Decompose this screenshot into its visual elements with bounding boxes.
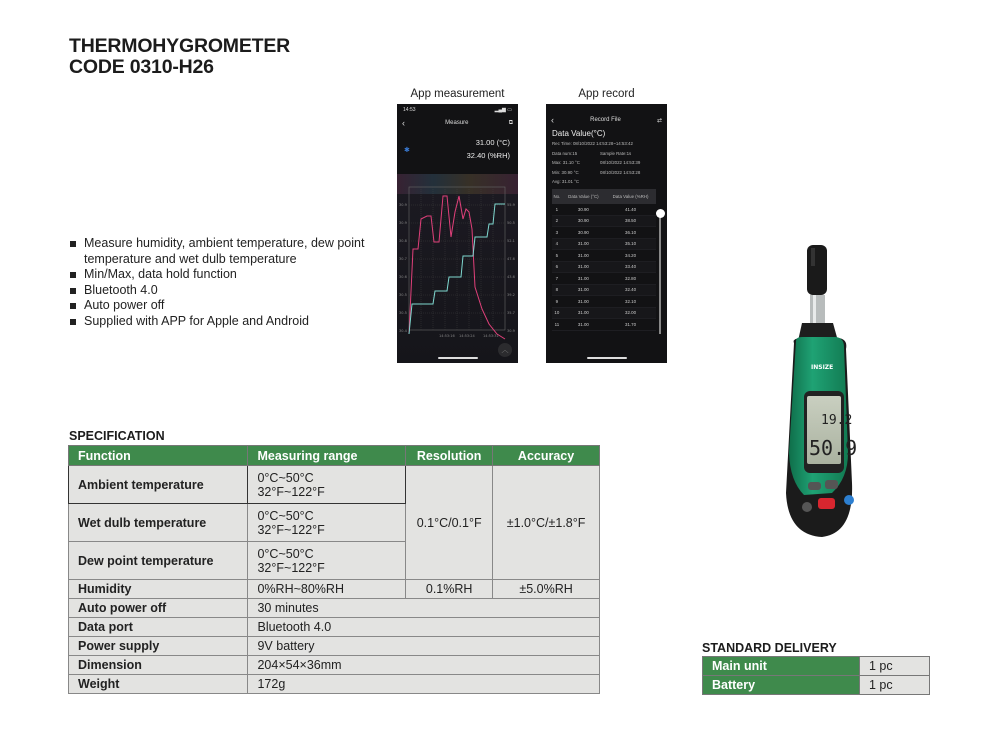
brand-logo: INSIZE [811, 364, 834, 371]
nav-title: Measure [445, 120, 469, 126]
app-record-caption: App record [578, 88, 635, 100]
home-indicator [587, 357, 627, 359]
svg-text:30.4: 30.4 [399, 329, 407, 333]
standard-delivery-table [702, 656, 930, 695]
table-row [69, 656, 600, 675]
value-cell: 30 minutes [248, 599, 600, 618]
range-cell: 0°C~50°C 32°F~122°F [248, 504, 406, 542]
item-qty: 1 pc [860, 676, 930, 695]
app-measurement-screenshot [397, 104, 518, 363]
svg-text:30.9: 30.9 [507, 329, 515, 333]
record-meta [546, 139, 667, 187]
sample-rate: Sample Rate:1s [600, 150, 632, 156]
app-measurement-caption: App measurement [410, 88, 505, 100]
rec-time: Rec Time: 08/10/2022 14:53:28~14:53:42 [552, 141, 633, 146]
signal-battery-icon: ▂▄▆ ▭ [494, 107, 512, 113]
value-cell: 9V battery [248, 637, 600, 656]
svg-text:30.9: 30.9 [399, 221, 407, 225]
svg-text:14:53:31: 14:53:31 [483, 334, 499, 338]
feature-item: Supplied with APP for Apple and Android [69, 314, 369, 330]
min-time: 08/10/2022 14:53:28 [600, 169, 641, 175]
home-indicator [438, 357, 478, 359]
accuracy-cell: ±5.0%RH [493, 580, 600, 599]
item-name: Battery [703, 676, 860, 695]
table-row: 5 31.00 34.20 [552, 250, 656, 262]
range-cell: 0°C~50°C 32°F~122°F [248, 542, 406, 580]
function-cell: Dimension [69, 656, 248, 675]
temperature-reading: 31.00 (°C) [475, 138, 510, 147]
table-row: 6 31.00 33.40 [552, 261, 656, 273]
scrollbar-track[interactable] [659, 214, 661, 334]
item-name: Main unit [703, 657, 860, 676]
standard-delivery-heading: STANDARD DELIVERY [702, 641, 837, 655]
product-name: THERMOHYGROMETER [69, 35, 291, 57]
function-cell: Dew point temperature [69, 542, 248, 580]
svg-text:14:53:24: 14:53:24 [459, 334, 475, 338]
avg-value: Avg: 31.01 °C [552, 179, 580, 184]
svg-text:35.7: 35.7 [507, 311, 515, 315]
nav-bar [397, 116, 518, 130]
table-row: 8 31.00 32.40 [552, 284, 656, 296]
col-header-range: Measuring range [248, 446, 406, 466]
function-cell: Power supply [69, 637, 248, 656]
feature-item: Min/Max, data hold function [69, 267, 369, 283]
value-cell: 204×54×36mm [248, 656, 600, 675]
svg-text:30.8: 30.8 [399, 239, 407, 243]
table-row [69, 580, 600, 599]
max-time: 08/10/2022 14:53:39 [600, 160, 641, 165]
table-row [69, 675, 600, 694]
value-cell: Bluetooth 4.0 [248, 618, 600, 637]
table-row: 11 31.00 31.70 [552, 319, 656, 331]
page-title [69, 36, 290, 78]
specification-table [68, 445, 600, 694]
feature-list [69, 236, 369, 329]
function-cell: Wet dulb temperature [69, 504, 248, 542]
app-record-screenshot [546, 104, 667, 363]
value-cell: 172g [248, 675, 600, 694]
readings [397, 136, 518, 162]
feature-item: Auto power off [69, 298, 369, 314]
svg-text:14:53:16: 14:53:16 [439, 334, 455, 338]
chart-lines [397, 174, 518, 363]
record-heading: Data Value(°C) [552, 129, 606, 138]
range-cell: 0%RH~80%RH [248, 580, 406, 599]
table-row [69, 599, 600, 618]
function-cell: Weight [69, 675, 248, 694]
export-icon: ⧉ [508, 119, 513, 126]
feature-item: Bluetooth 4.0 [69, 283, 369, 299]
svg-text:55.9: 55.9 [507, 203, 515, 207]
svg-text:50.5: 50.5 [507, 221, 515, 225]
humidity-reading: 32.40 (%RH) [466, 151, 510, 160]
table-row: 7 31.00 32.80 [552, 273, 656, 285]
table-row: 3 30.90 36.10 [552, 227, 656, 239]
accuracy-cell: ±1.0°C/±1.8°F [493, 466, 600, 580]
table-row [703, 676, 930, 695]
svg-text:30.9: 30.9 [399, 203, 407, 207]
feature-item: Measure humidity, ambient temperature, dew point temperature and wet dulb temperature [69, 236, 369, 267]
table-row: 4 31.00 35.10 [552, 238, 656, 250]
status-bar [397, 104, 518, 116]
function-cell: Ambient temperature [69, 466, 248, 504]
back-chevron-icon: ‹ [402, 118, 405, 128]
data-num: Data num:15 [552, 150, 578, 156]
table-row: 1 30.90 41.40 [552, 204, 656, 216]
col-header: No. [552, 189, 562, 204]
col-header-accuracy: Accuracy [493, 446, 600, 466]
svg-text:30.5: 30.5 [399, 311, 407, 315]
min-value: Min: 30.90 °C [552, 169, 579, 175]
display-humidity: 50.9 [809, 436, 858, 460]
status-time: 14:53 [403, 107, 416, 113]
bluetooth-icon: ✱ [404, 147, 410, 154]
nav-title: Record File [590, 117, 621, 123]
svg-text:43.6: 43.6 [507, 275, 515, 279]
svg-text:30.6: 30.6 [399, 275, 407, 279]
col-header: Data Value (%RH) [605, 189, 656, 204]
table-row [69, 637, 600, 656]
item-qty: 1 pc [860, 657, 930, 676]
max-value: Max: 31.10 °C [552, 160, 580, 165]
specification-heading: SPECIFICATION [69, 429, 165, 443]
range-cell: 0°C~50°C 32°F~122°F [248, 466, 406, 504]
table-row: 9 31.00 32.10 [552, 296, 656, 308]
expand-up-button[interactable]: ︿ [498, 343, 512, 357]
back-chevron-icon: ‹ [551, 115, 554, 125]
function-cell: Data port [69, 618, 248, 637]
function-cell: Auto power off [69, 599, 248, 618]
table-row [703, 657, 930, 676]
col-header: Data Value (°C) [562, 189, 605, 204]
svg-text:30.7: 30.7 [399, 257, 407, 261]
svg-text:30.5: 30.5 [399, 293, 407, 297]
table-row [69, 466, 600, 504]
svg-text:47.6: 47.6 [507, 257, 515, 261]
col-header-resolution: Resolution [406, 446, 493, 466]
resolution-cell: 0.1%RH [406, 580, 493, 599]
table-row: 10 31.00 32.00 [552, 307, 656, 319]
record-table [552, 189, 656, 331]
product-code: CODE 0310-H26 [69, 56, 214, 78]
col-header-function: Function [69, 446, 248, 466]
nav-bar [546, 113, 667, 127]
table-row [69, 618, 600, 637]
scrollbar-thumb[interactable] [656, 209, 665, 218]
function-cell: Humidity [69, 580, 248, 599]
svg-text:52.1: 52.1 [507, 239, 515, 243]
share-icon: ⇄ [656, 117, 662, 124]
thermohygrometer-device-image [778, 243, 864, 541]
resolution-cell: 0.1°C/0.1°F [406, 466, 493, 580]
measurement-chart [397, 174, 518, 363]
svg-text:39.2: 39.2 [507, 293, 515, 297]
table-row: 2 30.90 38.50 [552, 215, 656, 227]
display-temperature: 19.2 [821, 413, 853, 428]
